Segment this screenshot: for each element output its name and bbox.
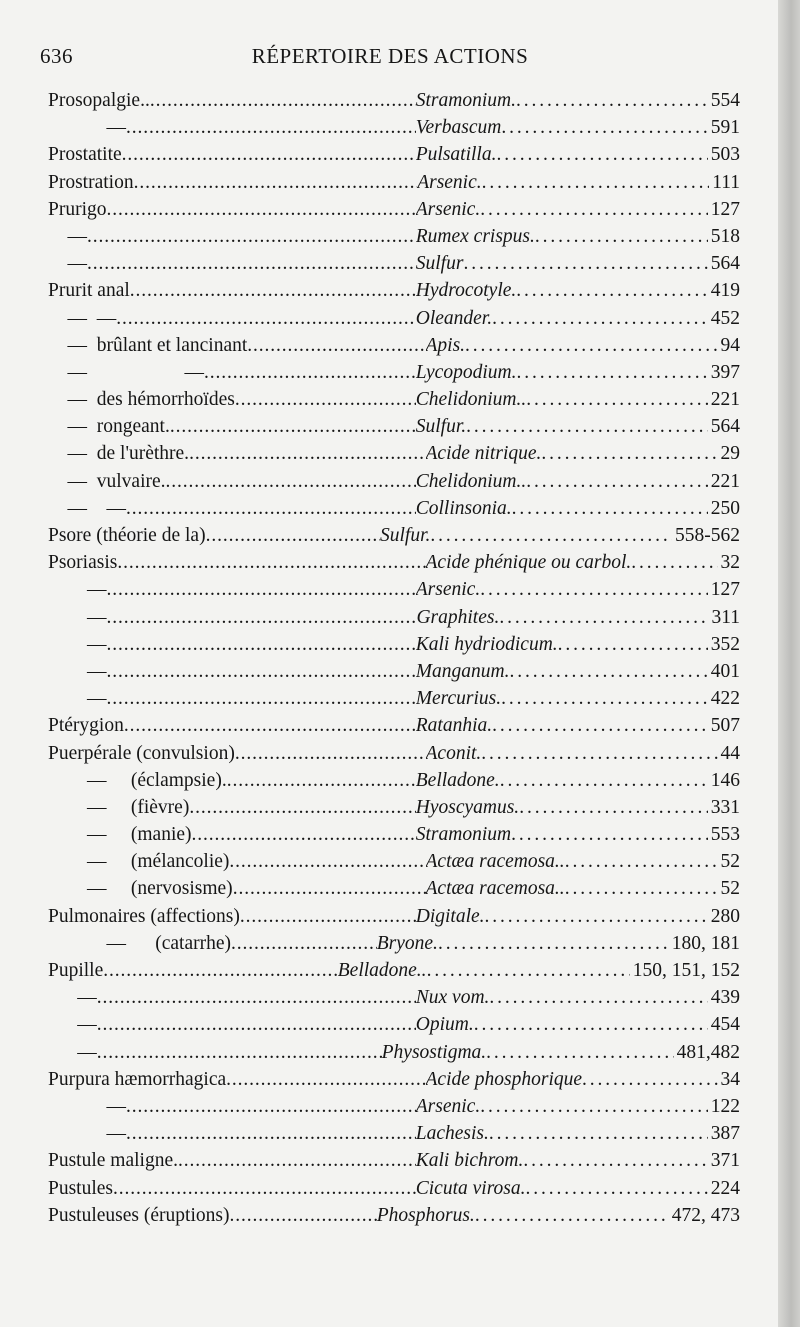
dot-leader bbox=[192, 824, 416, 846]
dot-leader bbox=[247, 335, 425, 357]
dot-leader bbox=[134, 172, 418, 194]
entry-pages: 452 bbox=[710, 307, 740, 329]
remedy-cell bbox=[382, 1042, 674, 1064]
remedy-cell bbox=[426, 851, 718, 873]
entry-pages: 146 bbox=[710, 769, 740, 791]
dot-leader bbox=[430, 525, 672, 547]
index-entry bbox=[48, 172, 740, 199]
entry-pages: 180, 181 bbox=[671, 932, 740, 954]
entry-pages: 553 bbox=[710, 824, 740, 846]
dot-leader bbox=[475, 1205, 669, 1227]
entry-remedy: Lycopodium. bbox=[415, 361, 517, 383]
entry-pages: 564 bbox=[710, 416, 740, 438]
remedy-cell bbox=[416, 1096, 708, 1118]
remedy-cell bbox=[416, 797, 708, 819]
entry-remedy: Ratanhia. bbox=[415, 715, 493, 737]
entry-pages: 371 bbox=[710, 1150, 740, 1172]
index-entry bbox=[48, 226, 740, 253]
entry-remedy: Rumex crispus. bbox=[415, 225, 535, 247]
index-entry bbox=[48, 797, 740, 824]
dot-leader bbox=[438, 933, 669, 955]
entry-pages: 127 bbox=[710, 198, 740, 220]
index-entry bbox=[48, 498, 740, 525]
index-entry bbox=[48, 471, 740, 498]
dot-leader bbox=[492, 308, 708, 330]
dot-leader bbox=[227, 770, 416, 792]
dot-leader bbox=[496, 144, 707, 166]
dot-leader bbox=[122, 144, 416, 166]
index-entry bbox=[48, 1096, 740, 1123]
entry-pages: 454 bbox=[710, 1014, 740, 1036]
entry-remedy: Oleander. bbox=[415, 307, 493, 329]
dot-leader bbox=[427, 960, 630, 982]
entry-pages: 221 bbox=[710, 389, 740, 411]
dot-leader bbox=[107, 688, 416, 710]
entry-pages: 122 bbox=[710, 1095, 740, 1117]
dot-leader bbox=[126, 117, 416, 139]
index-entry bbox=[48, 906, 740, 933]
entry-term: — (catarrhe) bbox=[48, 932, 232, 954]
entry-remedy: Arsenic. bbox=[415, 579, 481, 601]
entry-term: — — bbox=[48, 307, 117, 329]
entry-term: Puerpérale (convulsion) bbox=[48, 742, 235, 764]
remedy-cell bbox=[416, 308, 708, 330]
entry-remedy: Actæa racemosa.. bbox=[425, 851, 565, 873]
remedy-cell bbox=[416, 253, 708, 275]
entry-term: Purpura hæmorrhagica bbox=[48, 1068, 227, 1090]
dot-leader bbox=[474, 1014, 708, 1036]
entry-term: Pustule maligne. bbox=[48, 1150, 178, 1172]
dot-leader bbox=[565, 851, 718, 873]
dot-leader bbox=[130, 280, 416, 302]
dot-leader bbox=[489, 987, 707, 1009]
page-number: 636 bbox=[40, 44, 73, 68]
entry-pages: 29 bbox=[720, 443, 740, 465]
index-entry bbox=[48, 878, 740, 905]
remedy-cell bbox=[377, 933, 669, 955]
entry-remedy: Hyoscyamus. bbox=[415, 796, 520, 818]
index-entry bbox=[48, 933, 740, 960]
entry-remedy: Nux vom. bbox=[415, 987, 490, 1009]
index-entry bbox=[48, 743, 740, 770]
entry-pages: 280 bbox=[710, 905, 740, 927]
index-entry bbox=[48, 987, 740, 1014]
entry-pages: 150, 151, 152 bbox=[632, 960, 740, 981]
dot-leader bbox=[150, 90, 416, 112]
dot-leader bbox=[492, 715, 708, 737]
remedy-cell bbox=[416, 416, 708, 438]
remedy-cell bbox=[416, 144, 708, 166]
dot-leader bbox=[480, 199, 708, 221]
remedy-cell bbox=[426, 443, 718, 465]
entry-pages: 401 bbox=[710, 660, 740, 682]
remedy-cell bbox=[426, 878, 718, 900]
entry-remedy: Sulfur bbox=[415, 253, 464, 275]
remedy-cell bbox=[416, 199, 708, 221]
entry-remedy: Stramonium. bbox=[415, 90, 516, 111]
entry-pages: 94 bbox=[720, 334, 740, 356]
remedy-cell bbox=[416, 1178, 708, 1200]
index-entry bbox=[48, 552, 740, 579]
entry-remedy: Arsenic. bbox=[417, 171, 482, 193]
index-entry bbox=[48, 634, 740, 661]
entry-term: — bbox=[48, 579, 107, 601]
dot-leader bbox=[97, 1042, 382, 1064]
index-entry bbox=[48, 389, 740, 416]
entry-term: Pustules bbox=[48, 1177, 114, 1199]
remedy-cell bbox=[416, 471, 708, 493]
remedy-cell bbox=[426, 335, 718, 357]
entry-remedy: Bryone. bbox=[376, 932, 438, 954]
entry-pages: 564 bbox=[710, 253, 740, 275]
entry-remedy: Digitale. bbox=[415, 905, 485, 927]
dot-leader bbox=[113, 1178, 416, 1200]
dot-leader bbox=[511, 824, 708, 846]
entry-pages: 472, 473 bbox=[671, 1204, 740, 1226]
entry-pages: 127 bbox=[710, 579, 740, 601]
entry-term: — (manie) bbox=[48, 824, 192, 846]
entry-remedy: Graphites. bbox=[416, 606, 500, 628]
dot-leader bbox=[582, 1069, 717, 1091]
dot-leader bbox=[499, 607, 708, 629]
entry-remedy: Physostigma. bbox=[381, 1041, 487, 1063]
index-entry bbox=[48, 1014, 740, 1041]
remedy-cell bbox=[416, 362, 708, 384]
index-entry bbox=[48, 824, 740, 851]
remedy-cell bbox=[377, 1205, 669, 1227]
index-entry bbox=[48, 1069, 740, 1096]
entry-pages: 52 bbox=[720, 878, 740, 900]
remedy-cell bbox=[416, 634, 708, 656]
index-entry bbox=[48, 851, 740, 878]
entry-pages: 558-562 bbox=[675, 525, 740, 546]
remedy-cell bbox=[416, 824, 708, 846]
entry-term: — bbox=[48, 660, 107, 682]
entry-remedy: Actæa racemosa.. bbox=[425, 878, 565, 900]
remedy-cell bbox=[416, 661, 708, 683]
dot-leader bbox=[512, 498, 708, 520]
index-entry bbox=[48, 579, 740, 606]
remedy-cell bbox=[338, 960, 630, 982]
dot-leader bbox=[526, 389, 708, 411]
entry-term: Ptérygion bbox=[48, 715, 124, 737]
running-title: RÉPERTOIRE DES ACTIONS bbox=[251, 44, 529, 68]
entry-remedy: Stramonium bbox=[415, 824, 512, 846]
entry-pages: 221 bbox=[710, 470, 740, 492]
entry-pages: 518 bbox=[710, 225, 740, 247]
dot-leader bbox=[126, 1123, 416, 1145]
entry-term: Psoriasis bbox=[48, 552, 118, 574]
dot-leader bbox=[189, 797, 415, 819]
page-binding-edge bbox=[778, 0, 800, 1327]
index-entry bbox=[48, 144, 740, 171]
entry-term: — — bbox=[48, 361, 204, 383]
entry-term: — bbox=[48, 1123, 126, 1145]
dot-leader bbox=[116, 308, 416, 330]
dot-leader bbox=[204, 362, 416, 384]
entry-remedy: Arsenic. bbox=[415, 1095, 481, 1117]
dot-leader bbox=[117, 552, 425, 574]
entry-remedy: Kali hydriodicum. bbox=[415, 633, 558, 655]
remedy-cell bbox=[416, 117, 708, 139]
index-entry bbox=[48, 1123, 740, 1150]
dot-leader bbox=[189, 443, 425, 465]
entry-term: — (fièvre) bbox=[48, 796, 190, 818]
entry-term: — — bbox=[48, 497, 126, 519]
index-entry bbox=[48, 308, 740, 335]
index-entry bbox=[48, 688, 740, 715]
remedy-cell bbox=[416, 770, 708, 792]
index-entry bbox=[48, 525, 740, 552]
entry-term: Pustuleuses (éruptions) bbox=[48, 1204, 230, 1226]
remedy-cell bbox=[416, 715, 708, 737]
entry-remedy: Acide phosphorique bbox=[425, 1068, 583, 1090]
entry-pages: 224 bbox=[710, 1177, 740, 1199]
dot-leader bbox=[485, 906, 708, 928]
remedy-cell bbox=[416, 389, 708, 411]
dot-leader bbox=[500, 770, 708, 792]
entry-term: Prostatite bbox=[48, 144, 122, 166]
dot-leader bbox=[97, 1014, 416, 1036]
dot-leader bbox=[516, 280, 707, 302]
entry-remedy: Kali bichrom. bbox=[415, 1150, 524, 1172]
dot-leader bbox=[535, 226, 708, 248]
entry-pages: 331 bbox=[710, 796, 740, 818]
dot-leader bbox=[526, 1178, 708, 1200]
index-entry bbox=[48, 253, 740, 280]
entry-term: — des hémorrhoïdes bbox=[48, 389, 235, 411]
entry-remedy: Phosphorus. bbox=[376, 1204, 475, 1226]
entry-term: — brûlant et lancinant bbox=[48, 334, 248, 356]
dot-leader bbox=[103, 960, 337, 982]
dot-leader bbox=[229, 1205, 376, 1227]
entry-pages: 34 bbox=[720, 1068, 740, 1090]
dot-leader bbox=[558, 634, 708, 656]
entry-pages: 591 bbox=[710, 117, 740, 139]
remedy-cell bbox=[416, 688, 708, 710]
dot-leader bbox=[541, 443, 717, 465]
remedy-cell bbox=[416, 280, 708, 302]
entry-pages: 481,482 bbox=[676, 1041, 740, 1063]
entry-pages: 419 bbox=[710, 280, 740, 302]
dot-leader bbox=[526, 471, 708, 493]
entry-pages: 111 bbox=[712, 171, 740, 193]
dot-leader bbox=[631, 552, 717, 574]
dot-leader bbox=[126, 498, 416, 520]
dot-leader bbox=[463, 253, 707, 275]
index-entry bbox=[48, 416, 740, 443]
dot-leader bbox=[107, 661, 416, 683]
entry-remedy: Lachesis. bbox=[415, 1123, 489, 1145]
remedy-cell bbox=[417, 172, 709, 194]
entry-term: — de l'urèthre. bbox=[48, 443, 190, 465]
index-entry bbox=[48, 117, 740, 144]
dot-leader bbox=[124, 715, 416, 737]
entry-remedy: Collinsonia. bbox=[415, 497, 512, 519]
index-entry bbox=[48, 362, 740, 389]
dot-leader bbox=[235, 743, 426, 765]
index-entry bbox=[48, 715, 740, 742]
entry-term: — bbox=[48, 1095, 126, 1117]
dot-leader bbox=[107, 199, 416, 221]
remedy-cell bbox=[416, 498, 708, 520]
index-entry bbox=[48, 335, 740, 362]
index-entry bbox=[48, 443, 740, 470]
entry-pages: 397 bbox=[710, 361, 740, 383]
index-entry bbox=[48, 90, 740, 117]
dot-leader bbox=[97, 987, 416, 1009]
entry-term: — bbox=[48, 253, 87, 275]
dot-leader bbox=[489, 1123, 708, 1145]
dot-leader bbox=[126, 1096, 416, 1118]
remedy-cell bbox=[416, 90, 708, 112]
remedy-cell bbox=[380, 525, 672, 547]
dot-leader bbox=[480, 579, 708, 601]
remedy-cell bbox=[426, 1069, 718, 1091]
dot-leader bbox=[509, 661, 707, 683]
entry-pages: 352 bbox=[710, 633, 740, 655]
index-entry bbox=[48, 1150, 740, 1177]
index-entry bbox=[48, 280, 740, 307]
dot-leader bbox=[229, 851, 425, 873]
entry-remedy: Belladone.. bbox=[337, 960, 427, 981]
entry-remedy: Sulfur. bbox=[415, 416, 467, 438]
index-entry bbox=[48, 199, 740, 226]
index-entry bbox=[48, 770, 740, 797]
dot-leader bbox=[486, 1042, 673, 1064]
entry-pages: 52 bbox=[720, 851, 740, 873]
dot-leader bbox=[178, 1150, 416, 1172]
entry-pages: 503 bbox=[710, 144, 740, 166]
entry-term: — (éclampsie). bbox=[48, 769, 227, 791]
remedy-cell bbox=[426, 552, 718, 574]
dot-leader bbox=[482, 172, 710, 194]
remedy-cell bbox=[416, 1123, 708, 1145]
entry-term: — bbox=[48, 1014, 97, 1036]
dot-leader bbox=[170, 416, 416, 438]
entry-remedy: Verbascum bbox=[415, 117, 502, 139]
index-entry bbox=[48, 1205, 740, 1232]
dot-leader bbox=[480, 1096, 708, 1118]
dot-leader bbox=[206, 525, 380, 547]
entry-remedy: Manganum. bbox=[415, 660, 510, 682]
entry-remedy: Acide nitrique. bbox=[425, 443, 542, 465]
remedy-cell bbox=[416, 1150, 708, 1172]
entry-remedy: Opium. bbox=[415, 1014, 474, 1036]
dot-leader bbox=[233, 878, 426, 900]
entry-term: — (nervosisme) bbox=[48, 878, 233, 900]
dot-leader bbox=[107, 607, 417, 629]
remedy-cell bbox=[416, 226, 708, 248]
entry-pages: 311 bbox=[711, 606, 740, 628]
dot-leader bbox=[240, 906, 416, 928]
entry-term: — rongeant. bbox=[48, 416, 170, 438]
entry-term: — bbox=[48, 688, 107, 710]
entry-term: Psore (théorie de la) bbox=[48, 525, 206, 546]
dot-leader bbox=[87, 253, 416, 275]
dot-leader bbox=[231, 933, 377, 955]
entry-remedy: Arsenic. bbox=[415, 198, 481, 220]
dot-leader bbox=[516, 362, 707, 384]
entry-remedy: Pulsatilla. bbox=[415, 144, 497, 166]
entry-remedy: Sulfur. bbox=[380, 525, 431, 546]
dot-leader bbox=[87, 226, 416, 248]
dot-leader bbox=[501, 688, 708, 710]
dot-leader bbox=[523, 1150, 707, 1172]
entry-remedy: Chelidonium.. bbox=[415, 470, 527, 492]
entry-term: — bbox=[48, 1041, 97, 1063]
entry-term: Prurigo bbox=[48, 198, 107, 220]
dot-leader bbox=[565, 878, 718, 900]
remedy-cell bbox=[416, 906, 708, 928]
dot-leader bbox=[465, 335, 717, 357]
index-entry bbox=[48, 661, 740, 688]
dot-leader bbox=[466, 416, 708, 438]
index-entry bbox=[48, 1042, 740, 1069]
remedy-cell bbox=[416, 1014, 708, 1036]
index-entries bbox=[48, 90, 740, 1232]
entry-remedy: Hydrocotyle. bbox=[415, 280, 517, 302]
entry-term: — vulvaire. bbox=[48, 470, 166, 492]
page-header bbox=[40, 44, 740, 74]
index-entry bbox=[48, 607, 740, 634]
entry-remedy: Cicuta virosa. bbox=[415, 1177, 526, 1199]
dot-leader bbox=[235, 389, 416, 411]
index-entry bbox=[48, 960, 740, 987]
entry-remedy: Chelidonium.. bbox=[415, 389, 527, 411]
entry-term: Pulmonaires (affections) bbox=[48, 905, 240, 927]
entry-term: — bbox=[48, 117, 126, 139]
entry-term: Prosopalgie.. bbox=[48, 90, 150, 111]
remedy-cell bbox=[426, 743, 718, 765]
entry-term: — bbox=[48, 225, 87, 247]
entry-pages: 387 bbox=[710, 1123, 740, 1145]
entry-remedy: Apis. bbox=[425, 334, 466, 356]
entry-pages: 507 bbox=[710, 715, 740, 737]
dot-leader bbox=[519, 797, 708, 819]
dot-leader bbox=[107, 579, 416, 601]
dot-leader bbox=[501, 117, 707, 139]
entry-term: Prurit anal bbox=[48, 280, 130, 302]
entry-term: Pupille bbox=[48, 960, 104, 981]
dot-leader bbox=[516, 90, 708, 112]
entry-term: Prostration bbox=[48, 171, 134, 193]
index-entry bbox=[48, 1178, 740, 1205]
entry-pages: 439 bbox=[710, 987, 740, 1009]
dot-leader bbox=[166, 471, 416, 493]
entry-pages: 250 bbox=[710, 497, 740, 519]
entry-remedy: Mercurius. bbox=[415, 688, 502, 710]
remedy-cell bbox=[416, 579, 708, 601]
entry-remedy: Belladone. bbox=[415, 769, 500, 791]
entry-pages: 32 bbox=[720, 552, 740, 574]
entry-term: — bbox=[48, 633, 107, 655]
entry-term: — bbox=[48, 987, 97, 1009]
dot-leader bbox=[226, 1069, 425, 1091]
entry-term: — (mélancolie) bbox=[48, 851, 230, 873]
entry-remedy: Acide phénique ou carbol. bbox=[425, 552, 632, 574]
entry-pages: 422 bbox=[710, 688, 740, 710]
entry-pages: 554 bbox=[710, 90, 740, 111]
dot-leader bbox=[481, 743, 717, 765]
remedy-cell bbox=[416, 607, 708, 629]
entry-pages: 44 bbox=[720, 742, 740, 764]
entry-term: — bbox=[48, 606, 107, 628]
dot-leader bbox=[107, 634, 416, 656]
entry-remedy: Aconit. bbox=[425, 742, 482, 764]
remedy-cell bbox=[416, 987, 708, 1009]
